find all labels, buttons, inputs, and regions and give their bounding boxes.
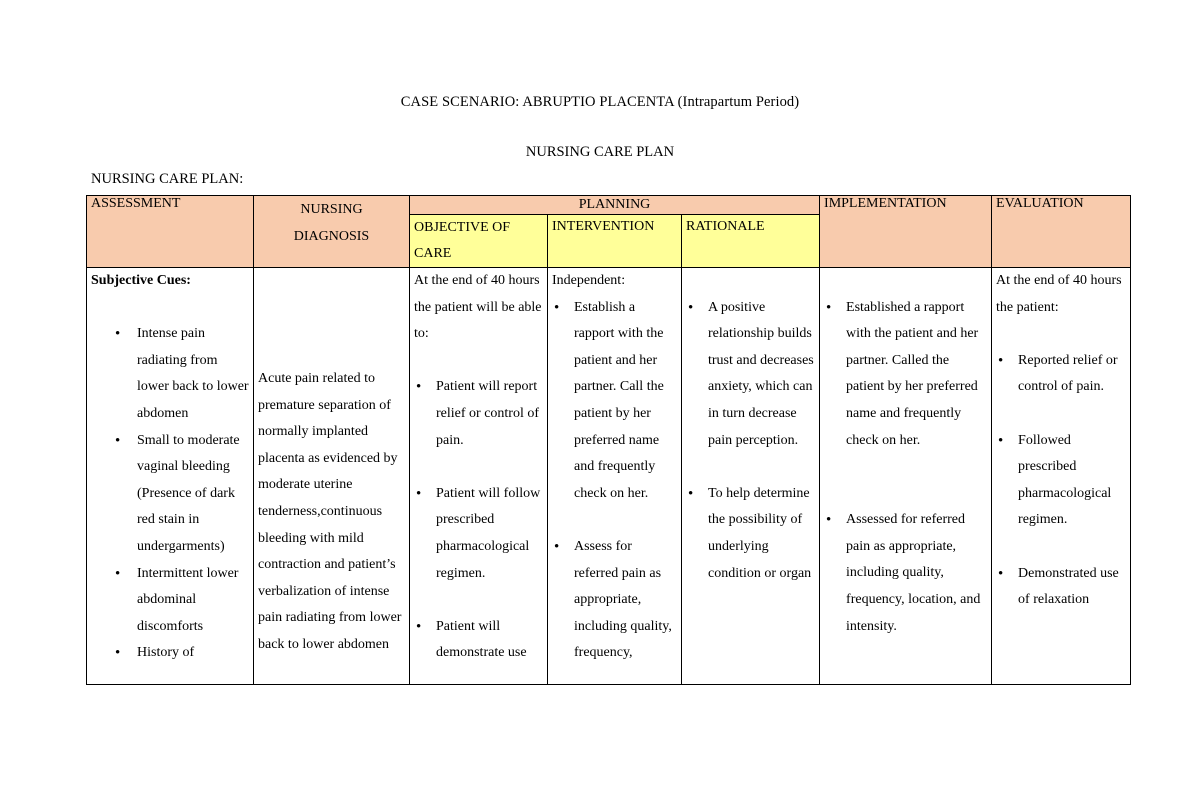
list-item: • Establish a rapport with the patient and her partner. Call the patient by her preferred name and frequently check on her. xyxy=(552,295,677,508)
section-label: NURSING CARE PLAN: xyxy=(91,171,244,187)
list-item: • Intense pain radiating from lower back to lower abdomen xyxy=(113,321,249,427)
list-item: • A positive relationship builds trust and decreases anxiety, which can in turn decrease pain perception. xyxy=(686,295,815,455)
intervention-list xyxy=(552,295,677,667)
implementation-list xyxy=(824,295,987,641)
spacer xyxy=(996,401,1126,428)
diagnosis-cell xyxy=(254,268,410,685)
objective-intro: At the end of 40 hours the patient will be able to: xyxy=(414,273,542,342)
implementation-cell xyxy=(820,268,992,685)
document-title: CASE SCENARIO: ABRUPTIO PLACENTA (Intrapartum Period) xyxy=(400,94,800,110)
objective-cell xyxy=(410,268,548,685)
spacer xyxy=(824,454,987,507)
header-assessment: ASSESSMENT xyxy=(87,196,254,268)
header-nursing-diagnosis xyxy=(254,196,410,268)
rationale-list xyxy=(686,295,815,588)
spacer xyxy=(996,534,1126,561)
list-item: • Followed prescribed pharmacological regimen. xyxy=(996,428,1126,534)
header-diagnosis-line2: DIAGNOSIS xyxy=(293,229,370,244)
evaluation-list xyxy=(996,348,1126,614)
evaluation-cell xyxy=(992,268,1131,685)
list-item: • Assess for referred pain as appropriate, including quality, frequency, xyxy=(552,534,677,667)
evaluation-intro: At the end of 40 hours the patient: xyxy=(996,273,1122,315)
header-evaluation: EVALUATION xyxy=(992,196,1131,268)
list-item: • Reported relief or control of pain. xyxy=(996,348,1126,401)
document-subtitle: NURSING CARE PLAN xyxy=(525,144,675,160)
header-intervention: INTERVENTION xyxy=(548,215,682,268)
spacer xyxy=(686,454,815,481)
objective-list xyxy=(414,374,543,667)
header-objective-of-care xyxy=(410,215,548,268)
list-item: • Patient will demonstrate use xyxy=(414,614,543,667)
rationale-cell xyxy=(682,268,820,685)
spacer xyxy=(414,587,543,614)
table-row xyxy=(87,268,1131,685)
header-rationale: RATIONALE xyxy=(682,215,820,268)
list-item: • Small to moderate vaginal bleeding (Presence of dark red stain in undergarments) xyxy=(113,428,249,561)
header-planning: PLANNING xyxy=(410,196,820,215)
list-item: • To help determine the possibility of underlying condition or organ xyxy=(686,481,815,587)
intervention-label: Independent: xyxy=(552,273,626,288)
diagnosis-text: Acute pain related to premature separation of normally implanted placenta as evidenced by moderate uterine tenderness,continuous bleeding with mild contraction and patient’s verbalization of intense pain radiating from lower back to lower abdomen xyxy=(258,371,402,652)
subjective-cues-label: Subjective Cues: xyxy=(91,273,191,288)
assessment-list xyxy=(91,321,249,667)
list-item: • History of xyxy=(113,640,249,667)
list-item: • Demonstrated use of relaxation xyxy=(996,561,1126,614)
nursing-care-plan-table xyxy=(86,195,1131,685)
spacer xyxy=(414,454,543,481)
list-item: • Patient will follow prescribed pharmacological regimen. xyxy=(414,481,543,587)
intervention-cell xyxy=(548,268,682,685)
header-diagnosis-line1: NURSING xyxy=(300,202,363,217)
list-item: • Established a rapport with the patient and her partner. Called the patient by her preferred name and frequently check on her. xyxy=(824,295,987,455)
list-item: • Patient will report relief or control of pain. xyxy=(414,374,543,454)
assessment-cell xyxy=(87,268,254,685)
spacer xyxy=(552,507,677,534)
header-objective-line1: OBJECTIVE OF xyxy=(414,220,511,235)
list-item: • Intermittent lower abdominal discomforts xyxy=(113,561,249,641)
header-objective-line2: CARE xyxy=(414,246,452,261)
header-implementation: IMPLEMENTATION xyxy=(820,196,992,268)
list-item: • Assessed for referred pain as appropriate, including quality, frequency, location, and intensity. xyxy=(824,507,987,640)
